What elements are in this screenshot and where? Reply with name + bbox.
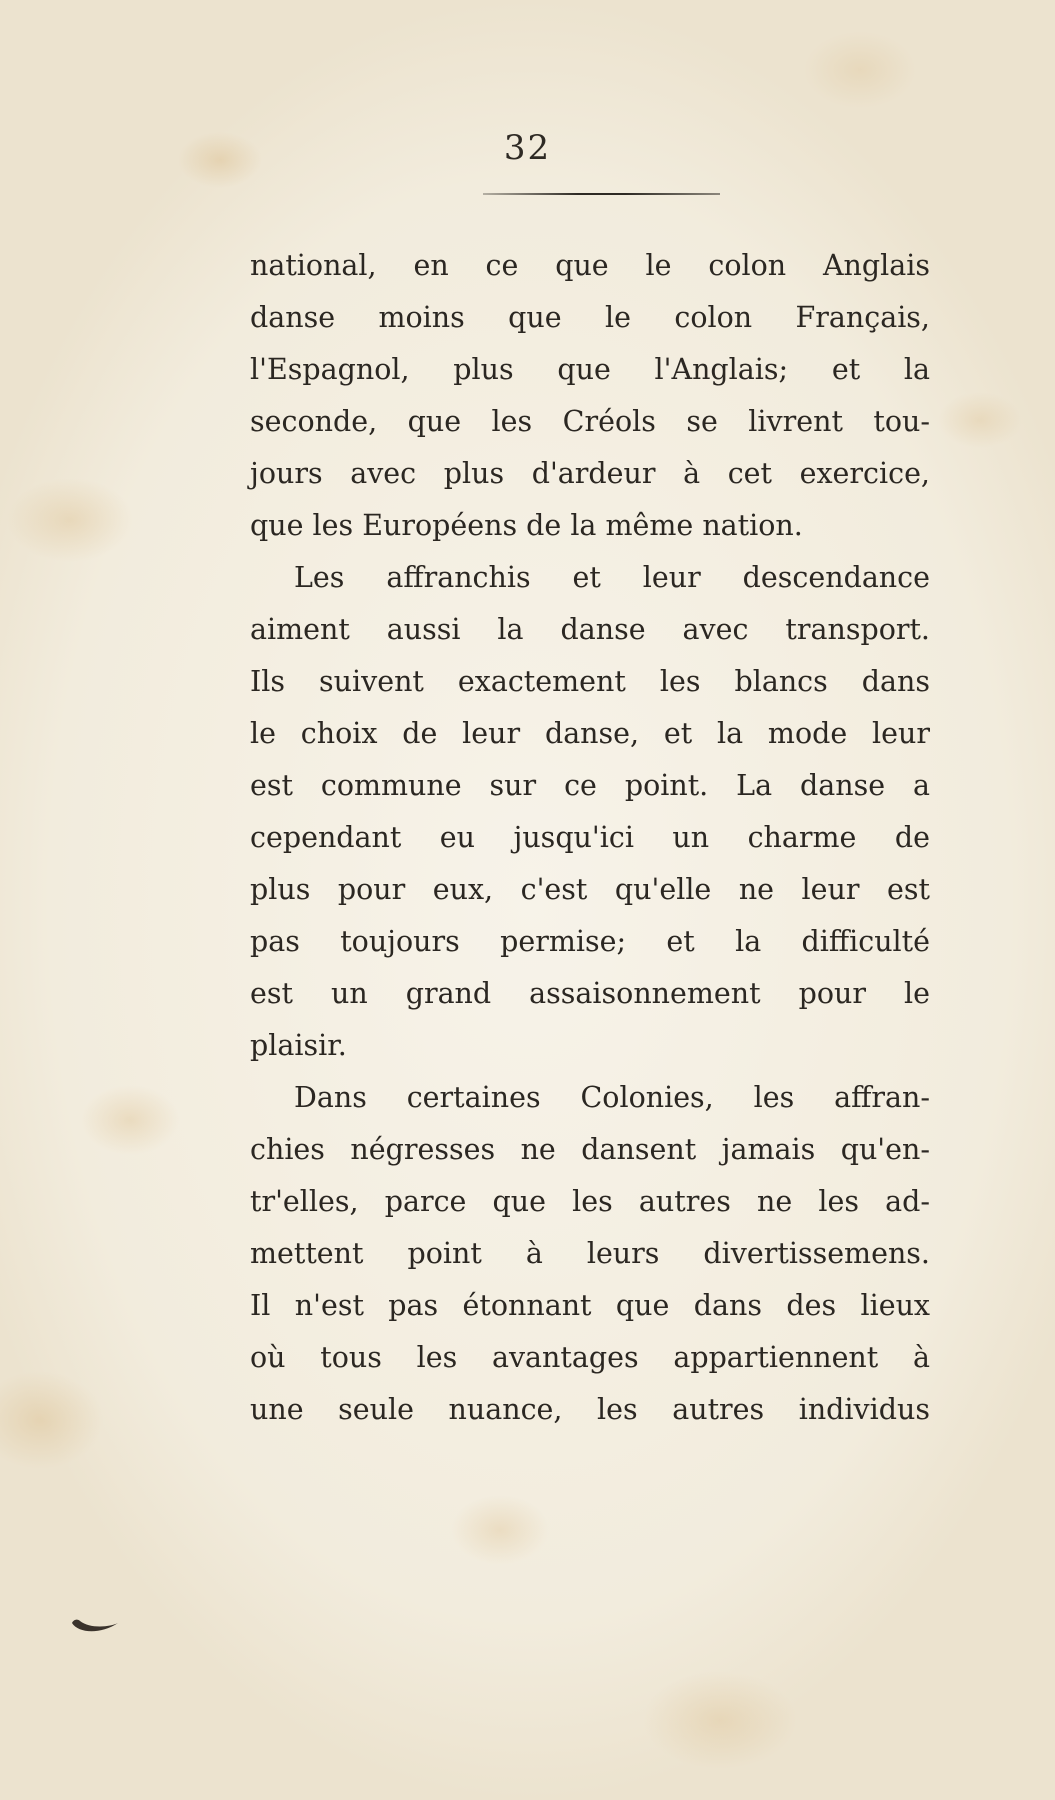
text-line: aiment aussi la danse avec transport. — [250, 613, 930, 646]
text-line: pas toujours permise; et la difficulté — [250, 925, 930, 958]
text-line: plaisir. — [250, 1029, 347, 1062]
text-line: où tous les avantages appartiennent à — [250, 1341, 930, 1374]
text-line: tr'elles, parce que les autres ne les ad- — [250, 1185, 930, 1218]
text-line: l'Espagnol, plus que l'Anglais; et la — [250, 353, 930, 386]
text-line: est un grand assaisonnement pour le — [250, 977, 930, 1010]
text-line: jours avec plus d'ardeur à cet exercice, — [250, 457, 930, 490]
text-line: danse moins que le colon Français, — [250, 301, 930, 334]
text-line: plus pour eux, c'est qu'elle ne leur est — [250, 873, 930, 906]
text-line: le choix de leur danse, et la mode leur — [250, 717, 930, 750]
text-line: mettent point à leurs divertissemens. — [250, 1237, 930, 1270]
text-line: Les affranchis et leur descendance — [294, 561, 930, 594]
text-line: Ils suivent exactement les blancs dans — [250, 665, 930, 698]
text-line: national, en ce que le colon Anglais — [250, 249, 930, 282]
ink-stain-mark — [70, 1615, 122, 1635]
text-line: cependant eu jusqu'ici un charme de — [250, 821, 930, 854]
text-line: Il n'est pas étonnant que dans des lieux — [250, 1289, 930, 1322]
text-line: Dans certaines Colonies, les affran- — [294, 1081, 930, 1114]
text-line: est commune sur ce point. La danse a — [250, 769, 930, 802]
text-line: chies négresses ne dansent jamais qu'en- — [250, 1133, 930, 1166]
header-rule — [483, 193, 720, 195]
text-line: seconde, que les Créols se livrent tou- — [250, 405, 930, 438]
text-line: une seule nuance, les autres individus — [250, 1393, 930, 1426]
text-line: que les Européens de la même nation. — [250, 509, 803, 542]
body-text — [250, 240, 930, 1436]
page-number: 32 — [503, 128, 552, 168]
